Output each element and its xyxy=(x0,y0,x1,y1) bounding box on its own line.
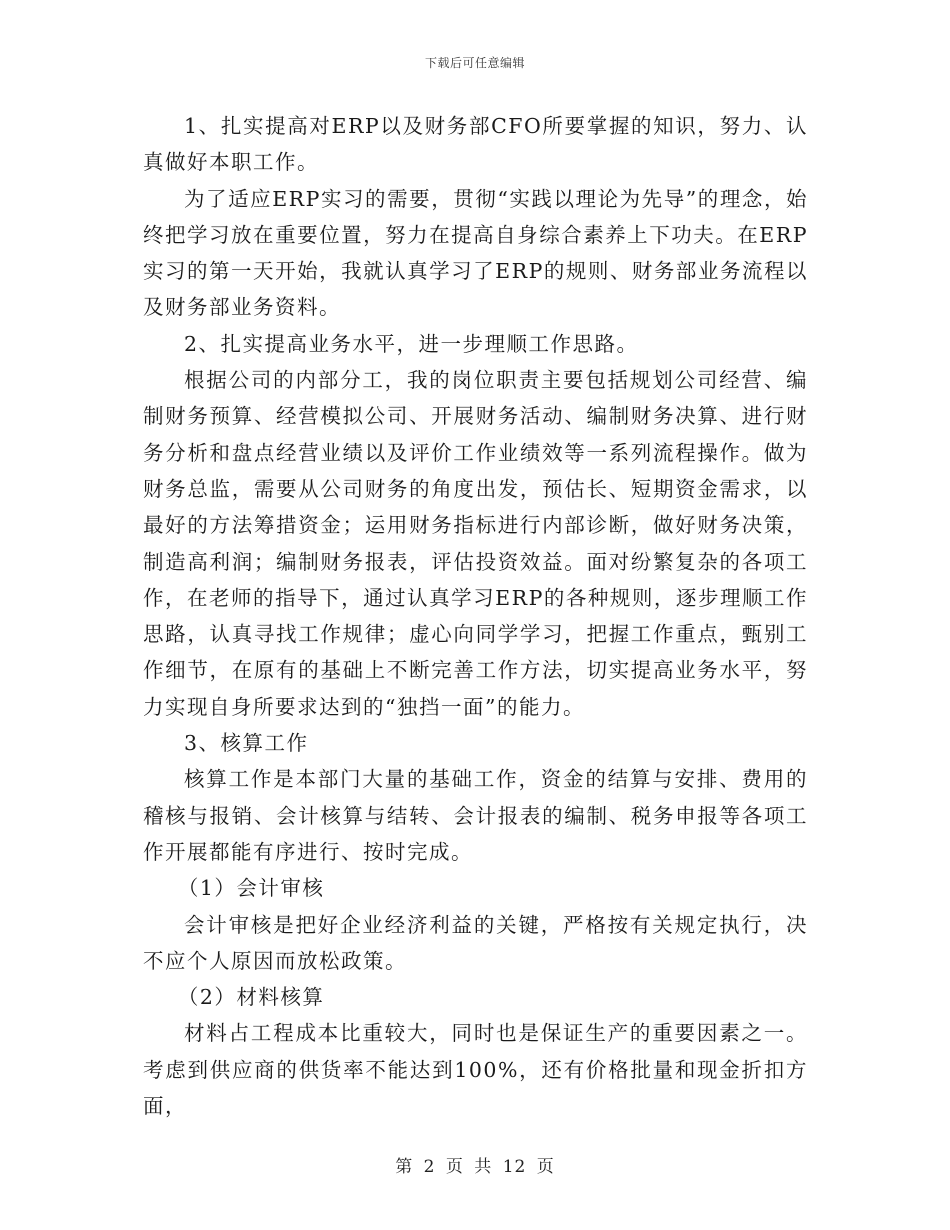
paragraph: 2、扎实提高业务水平，进一步理顺工作思路。 xyxy=(184,331,639,356)
page-number: 第 2 页 共 12 页 xyxy=(395,1157,555,1177)
paragraph: （1）会计审核 xyxy=(177,876,325,901)
paragraph: （2）材料核算 xyxy=(177,985,325,1010)
paragraph: 会计审核是把好企业经济利益的关键，严格按有关规定执行，决不应个人原因而放松政策。 xyxy=(143,912,808,973)
paragraph: 为了适应ERP实习的需要，贯彻“实践以理论为先导”的理念，始终把学习放在重要位置，努力在提高自身综合素养上下功夫。在ERP实习的第一天开始，我就认真学习了ERP的规则、财务部业务流程以及财务部业务资料。 xyxy=(143,186,808,320)
paragraph: 1、扎实提高对ERP以及财务部CFO所要掌握的知识，努力、认真做好本职工作。 xyxy=(143,114,808,175)
paragraph: 3、核算工作 xyxy=(184,731,309,756)
paragraph: 核算工作是本部门大量的基础工作，资金的结算与安排、费用的稽核与报销、会计核算与结转、会计报表的编制、税务申报等各项工作开展都能有序进行、按时完成。 xyxy=(143,767,808,864)
page-header: 下载后可任意编辑 xyxy=(424,56,525,70)
document-body xyxy=(143,108,808,1124)
paragraph: 根据公司的内部分工，我的岗位职责主要包括规划公司经营、编制财务预算、经营模拟公司、开展财务活动、编制财务决算、进行财务分析和盘点经营业绩以及评价工作业绩效等一系列流程操作。做为财务总监，需要从公司财务的角度出发，预估长、短期资金需求，以最好的方法筹措资金；运用财务指标进行内部诊断，做好财务决策，制造高利润；编制财务报表，评估投资效益。面对纷繁复杂的各项工作，在老师的指导下，通过认真学习ERP的各种规则，逐步理顺工作思路，认真寻找工作规律；虚心向同学学习，把握工作重点，甄别工作细节，在原有的基础上不断完善工作方法，切实提高业务水平，努力实现自身所要求达到的“独挡一面”的能力。 xyxy=(143,368,808,719)
paragraph: 材料占工程成本比重较大，同时也是保证生产的重要因素之一。考虑到供应商的供货率不能达到100%，还有价格批量和现金折扣方面， xyxy=(143,1021,808,1119)
